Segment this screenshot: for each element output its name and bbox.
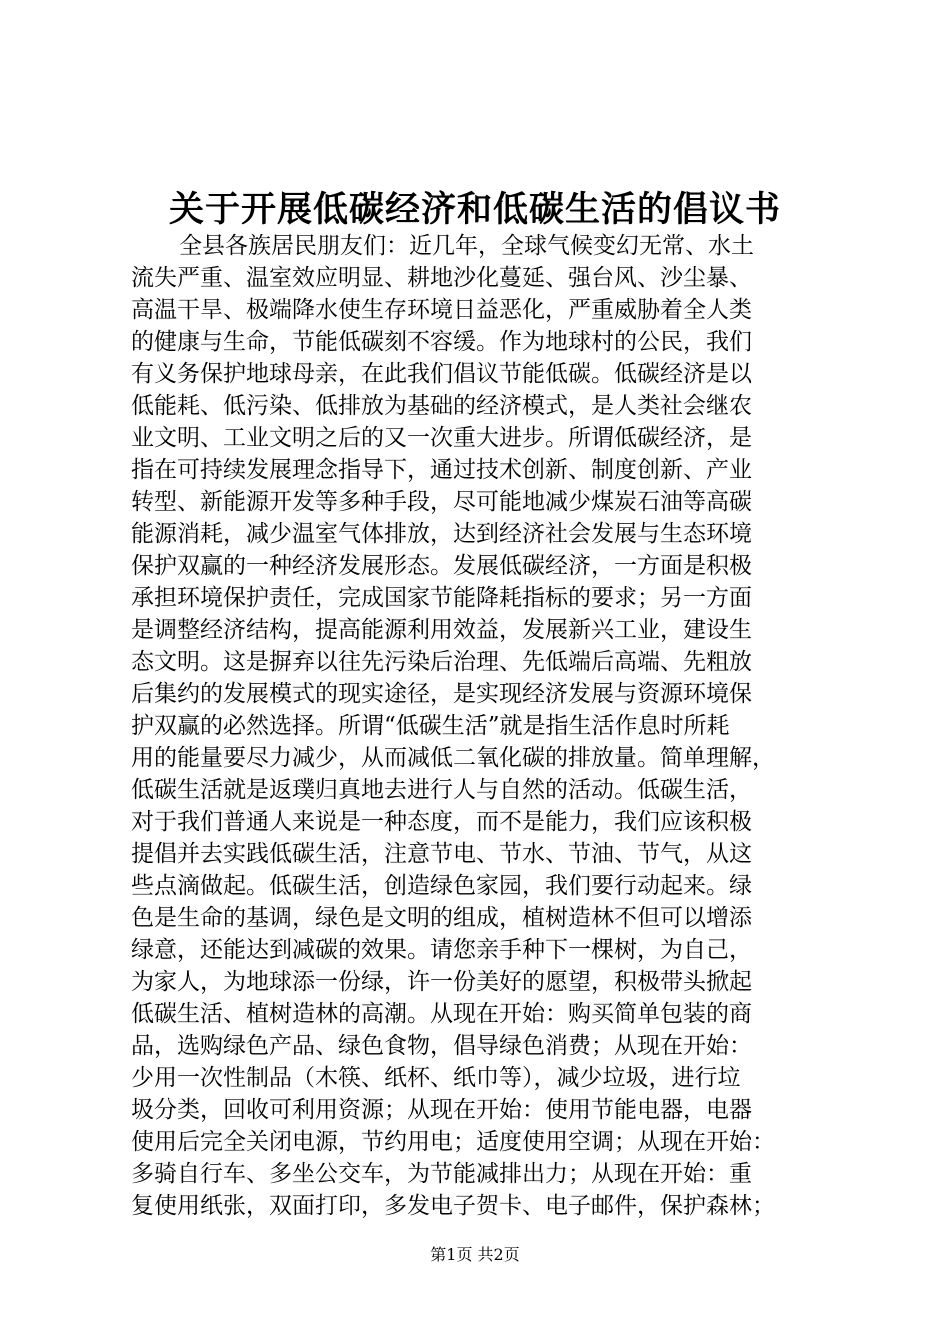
body-line: 用的能量要尽力减少，从而减低二氧化碳的排放量。简单理解， <box>131 745 775 771</box>
body-line: 流失严重、温室效应明显、耕地沙化蔓延、强台风、沙尘暴、 <box>131 265 752 291</box>
body-line: 绿意，还能达到减碳的效果。请您亲手种下一棵树，为自己， <box>131 937 752 963</box>
body-line: 能源消耗，减少温室气体排放，达到经济社会发展与生态环境 <box>131 521 752 547</box>
page-footer: 第1页 共2页 <box>430 1245 520 1264</box>
body-line: 使用后完全关闭电源，节约用电；适度使用空调；从现在开始： <box>131 1129 775 1155</box>
body-line: 是调整经济结构，提高能源利用效益，发展新兴工业，建设生 <box>131 617 752 643</box>
body-line: 态文明。这是摒弃以往先污染后治理、先低端后高端、先粗放 <box>131 649 752 675</box>
body-line: 品，选购绿色产品、绿色食物，倡导绿色消费；从现在开始： <box>131 1033 752 1059</box>
body-line: 多骑自行车、多坐公交车，为节能减排出力；从现在开始：重 <box>131 1161 752 1187</box>
document-body <box>131 230 831 1222</box>
body-line: 有义务保护地球母亲，在此我们倡议节能低碳。低碳经济是以 <box>131 361 752 387</box>
body-line: 保护双赢的一种经济发展形态。发展低碳经济，一方面是积极 <box>131 553 752 579</box>
body-line: 低能耗、低污染、低排放为基础的经济模式，是人类社会继农 <box>131 393 752 419</box>
body-line: 后集约的发展模式的现实途径，是实现经济发展与资源环境保 <box>131 681 752 707</box>
body-line: 高温干旱、极端降水使生存环境日益恶化，严重威胁着全人类 <box>131 297 752 323</box>
body-line: 转型、新能源开发等多种手段，尽可能地减少煤炭石油等高碳 <box>131 489 752 515</box>
body-line: 对于我们普通人来说是一种态度，而不是能力，我们应该积极 <box>131 809 752 835</box>
body-line: 些点滴做起。低碳生活，创造绿色家园，我们要行动起来。绿 <box>131 873 752 899</box>
body-line: 为家人，为地球添一份绿，许一份美好的愿望，积极带头掀起 <box>131 969 752 995</box>
body-line: 复使用纸张，双面打印，多发电子贺卡、电子邮件，保护森林； <box>131 1193 775 1219</box>
body-line: 指在可持续发展理念指导下，通过技术创新、制度创新、产业 <box>131 457 752 483</box>
body-line: 护双赢的必然选择。所谓“低碳生活”就是指生活作息时所耗 <box>131 713 730 739</box>
body-line: 提倡并去实践低碳生活，注意节电、节水、节油、节气，从这 <box>131 841 752 867</box>
body-line: 业文明、工业文明之后的又一次重大进步。所谓低碳经济，是 <box>131 425 752 451</box>
body-line: 低碳生活就是返璞归真地去进行人与自然的活动。低碳生活， <box>131 777 752 803</box>
body-line: 圾分类，回收可利用资源；从现在开始：使用节能电器，电器 <box>131 1097 752 1123</box>
body-line: 的健康与生命，节能低碳刻不容缓。作为地球村的公民，我们 <box>131 329 752 355</box>
body-line: 承担环境保护责任，完成国家节能降耗指标的要求；另一方面 <box>131 585 752 611</box>
body-line: 全县各族居民朋友们：近几年，全球气候变幻无常、水土 <box>179 233 754 259</box>
body-line: 色是生命的基调，绿色是文明的组成，植树造林不但可以增添 <box>131 905 752 931</box>
body-line: 少用一次性制品（木筷、纸杯、纸巾等），减少垃圾，进行垃 <box>131 1065 741 1091</box>
body-line: 低碳生活、植树造林的高潮。从现在开始：购买简单包装的商 <box>131 1001 752 1027</box>
document-title: 关于开展低碳经济和低碳生活的倡议书 <box>168 189 781 230</box>
